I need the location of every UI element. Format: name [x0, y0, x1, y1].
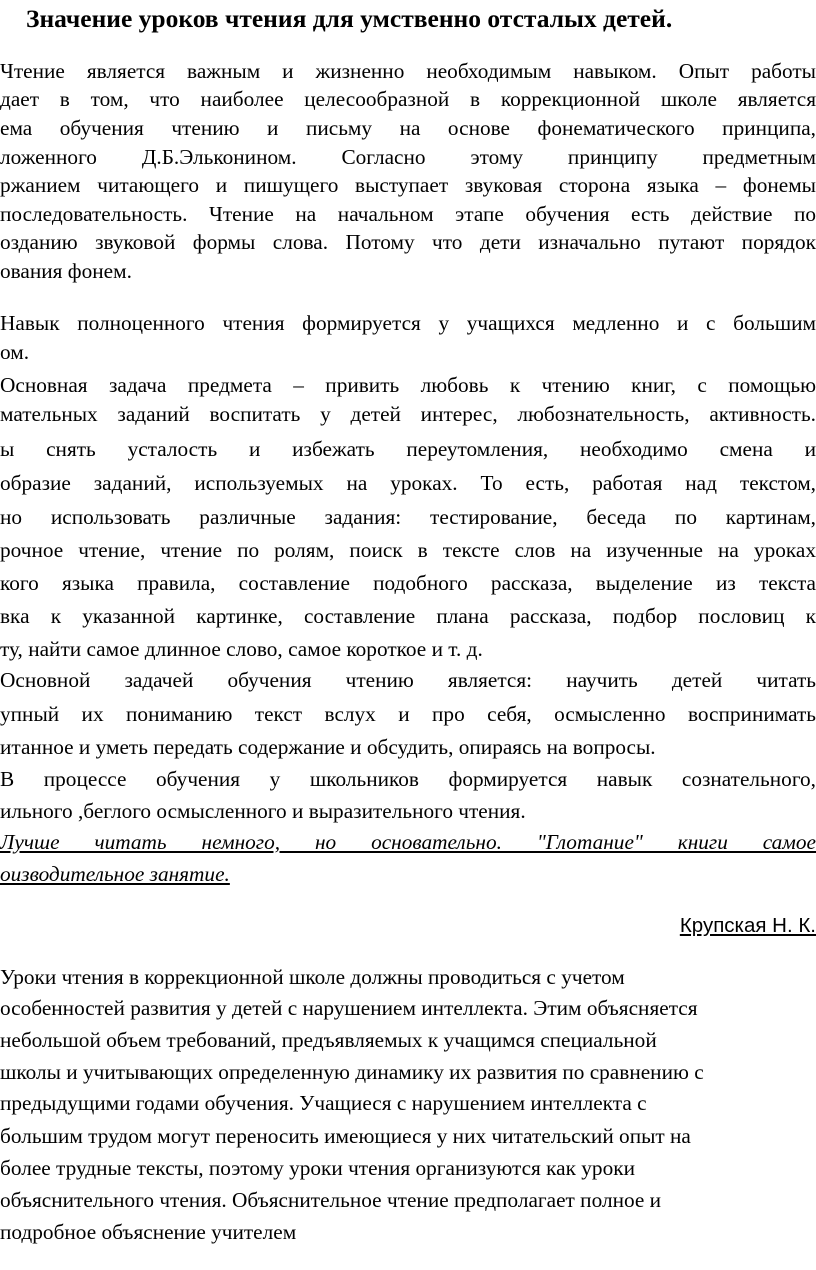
text-line: школы и учитывающих определенную динамику их развития по сравнению с [0, 1060, 704, 1084]
text-line: вка к указанной картинке, составление плана рассказа, подбор пословиц к [0, 604, 816, 628]
text-line: итанное и уметь передать содержание и обсудить, опираясь на вопросы. [0, 735, 656, 759]
text-line: озданию звуковой формы слова. Потому что дети изначально путают порядок [0, 230, 816, 254]
text-line: более трудные тексты, поэтому уроки чтения организуются как уроки [0, 1156, 635, 1180]
text-line: кого языка правила, составление подобного рассказа, выделение из текста [0, 571, 816, 595]
text-line: ложенного Д.Б.Эльконином. Согласно этому принципу предметным [0, 145, 816, 169]
text-line: Основная задача предмета – привить любовь к чтению книг, с помощью [0, 373, 816, 397]
text-line: объяснительного чтения. Объяснительное чтение предполагает полное и [0, 1188, 662, 1212]
text-line: ы снять усталость и избежать переутомления, необходимо смена и [0, 437, 816, 461]
text-line: предыдущими годами обучения. Учащиеся с нарушением интеллекта с [0, 1091, 647, 1115]
quote-line: Лучше читать немного, но основательно. "Глотание" книги самое [0, 830, 816, 854]
text-line: Чтение является важным и жизненно необходимым навыком. Опыт работы [0, 59, 816, 83]
text-line: упный их пониманию текст вслух и про себя, осмысленно воспринимать [0, 702, 816, 726]
text-line: Уроки чтения в коррекционной школе должны проводиться с учетом [0, 965, 625, 989]
text-line: В процессе обучения у школьников формируется навык сознательного, [0, 767, 816, 791]
text-line: ильного ,беглого осмысленного и выразительного чтения. [0, 799, 526, 823]
text-line: большим трудом могут переносить имеющиеся у них читательский опыт на [0, 1124, 691, 1148]
text-line: но использовать различные задания: тестирование, беседа по картинам, [0, 505, 816, 529]
text-line: образие заданий, используемых на уроках. То есть, работая над текстом, [0, 471, 816, 495]
text-line: подробное объяснение учителем [0, 1220, 297, 1244]
text-line: ом. [0, 340, 30, 364]
quote-author: Крупская Н. К. [679, 914, 816, 937]
text-line: Навык полноценного чтения формируется у учащихся медленно и с большим [0, 311, 816, 335]
text-line: рочное чтение, чтение по ролям, поиск в тексте слов на изученные на уроках [0, 538, 816, 562]
page-title: Значение уроков чтения для умственно отсталых детей. [26, 4, 673, 33]
quote-line: оизводительное занятие. [0, 862, 230, 886]
text-line: Основной задачей обучения чтению является: научить детей читать [0, 668, 816, 692]
text-line: последовательность. Чтение на начальном этапе обучения есть действие по [0, 202, 816, 226]
text-line: особенностей развития у детей с нарушением интеллекта. Этим объясняется [0, 996, 698, 1020]
text-line: мательных заданий воспитать у детей интерес, любознательность, активность. [0, 402, 816, 426]
text-line: ования фонем. [0, 259, 132, 283]
text-line: ема обучения чтению и письму на основе фонематического принципа, [0, 116, 816, 140]
text-line: ржанием читающего и пишущего выступает звуковая сторона языка – фонемы [0, 173, 816, 197]
text-line: небольшой объем требований, предъявляемых к учащимся специальной [0, 1028, 657, 1052]
text-line: дает в том, что наиболее целесообразной в коррекционной школе является [0, 87, 816, 111]
text-line: ту, найти самое длинное слово, самое короткое и т. д. [0, 637, 483, 661]
